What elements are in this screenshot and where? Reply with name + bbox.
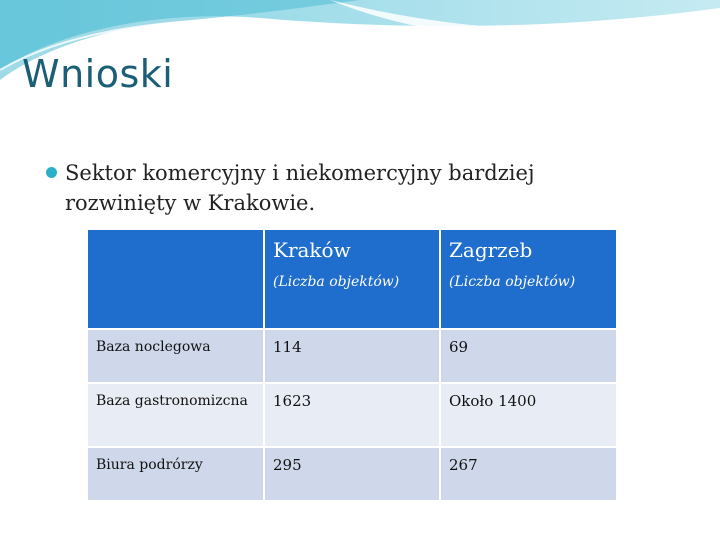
slide-title: Wnioski — [22, 52, 174, 96]
header-city-label: Kraków — [273, 238, 351, 262]
table-header-zagrzeb — [440, 230, 616, 329]
header-city-label: Zagrzeb — [449, 238, 533, 262]
cell-krakow: 114 — [264, 329, 440, 383]
table-header-row — [88, 230, 616, 329]
bullet-dot-icon — [46, 167, 57, 178]
cell-zagrzeb: 69 — [440, 329, 616, 383]
table-row — [88, 447, 616, 501]
cell-krakow: 1623 — [264, 383, 440, 447]
row-label: Baza noclegowa — [88, 329, 264, 383]
comparison-table — [88, 230, 616, 502]
row-label: Biura podrórzy — [88, 447, 264, 501]
bullet-text: Sektor komercyjny i niekomercyjny bardziej rozwinięty w Krakowie. — [65, 161, 535, 215]
table-header-krakow — [264, 230, 440, 329]
header-sub-label: (Liczba objektów) — [449, 274, 576, 290]
row-label: Baza gastronomizcna — [88, 383, 264, 447]
cell-zagrzeb: Około 1400 — [440, 383, 616, 447]
bullet-point — [48, 158, 648, 218]
table-row — [88, 329, 616, 383]
cell-krakow: 295 — [264, 447, 440, 501]
table-row — [88, 383, 616, 447]
cell-zagrzeb: 267 — [440, 447, 616, 501]
table-header-empty — [88, 230, 264, 329]
header-sub-label: (Liczba objektów) — [273, 274, 400, 290]
